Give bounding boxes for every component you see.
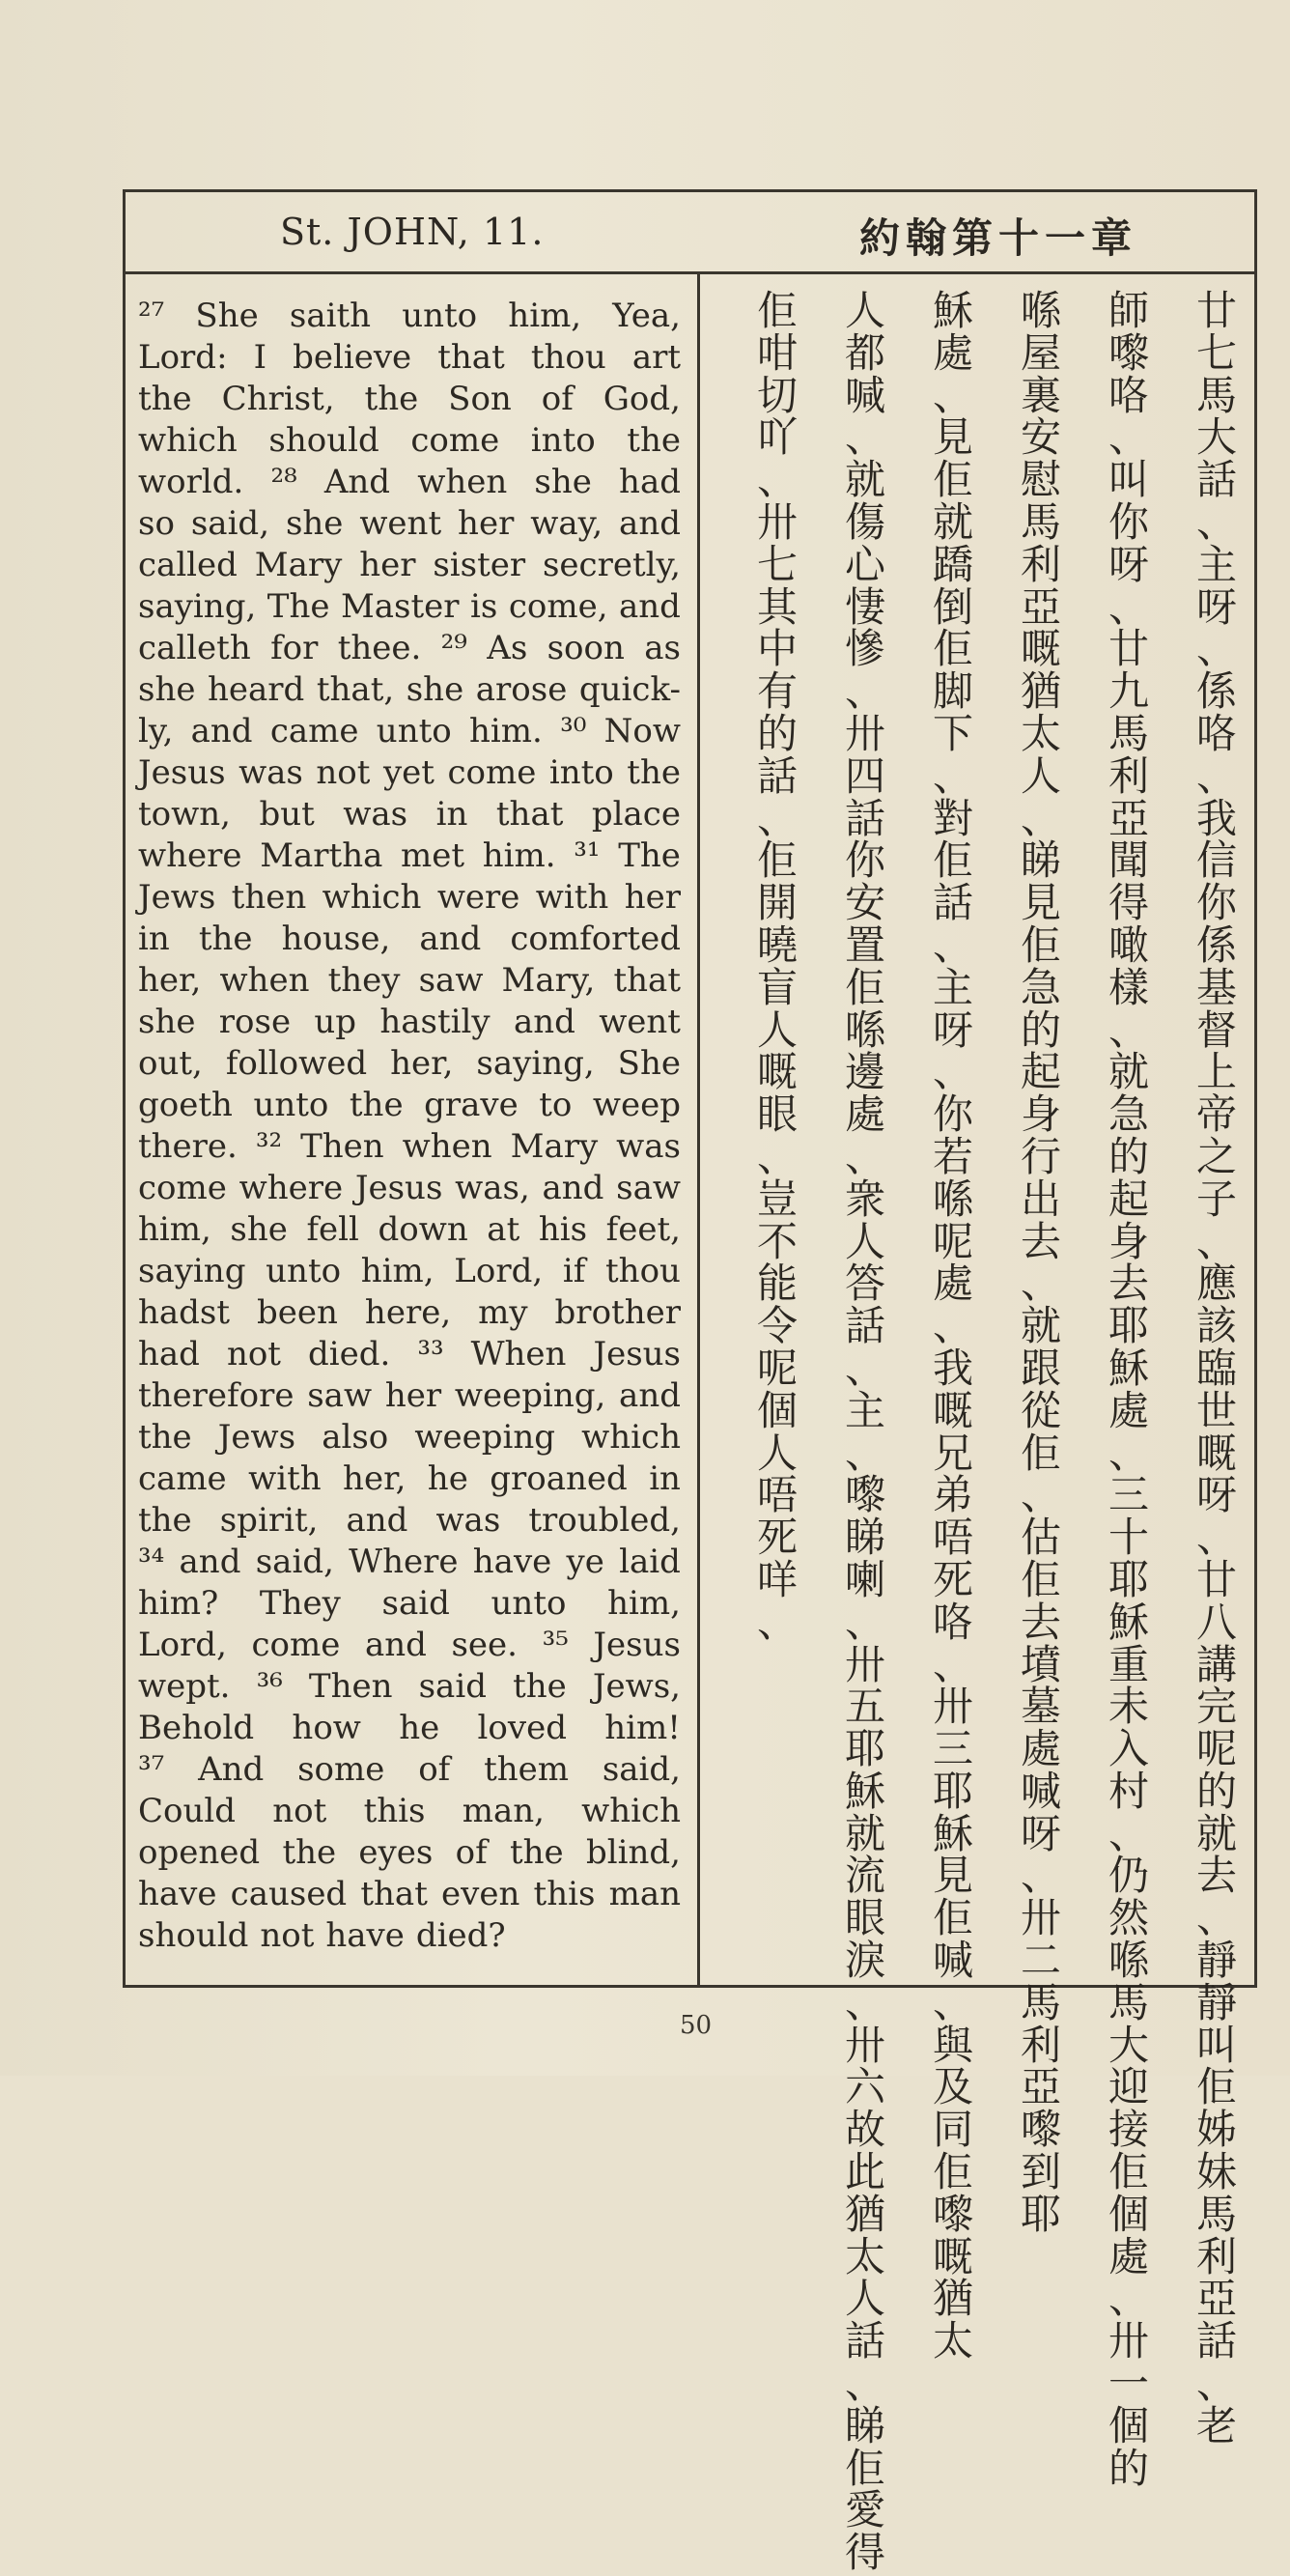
english-text-line: saying, The Master is come, and xyxy=(138,587,681,626)
english-text-line: calleth for thee. ²⁹ As soon as xyxy=(138,629,681,667)
header-title-english: St. JOHN, 11. xyxy=(280,211,545,253)
english-text-line: Behold how he loved him! xyxy=(138,1709,681,1747)
english-text-line: town, but was in that place xyxy=(138,795,681,834)
header-title-chinese: 約翰第十一章 xyxy=(859,214,1138,262)
english-text-line: had not died. ³³ When Jesus xyxy=(138,1335,681,1373)
english-text-line: in the house, and comforted xyxy=(138,920,681,958)
chinese-text-column-line: 師 嚟 咯 、 叫 你 呀 、 廿 九 馬 利 亞 聞 得 噉 樣 、 就 急 的 起 身 去 耶 穌 處 、 三 十 耶 穌 重 未 入 村 、 仍 然 喺 馬 大 迎 接 佢 個 處 、 卅 一 個 的 xyxy=(1108,287,1149,2492)
english-text-line: Jesus was not yet come into the xyxy=(138,753,681,792)
english-text-line: ³⁴ and said, Where have ye laid xyxy=(138,1543,681,1581)
english-text-line: which should come into the xyxy=(138,421,681,460)
english-text-line: goeth unto the grave to weep xyxy=(138,1086,681,1124)
english-text-line: have caused that even this man xyxy=(138,1875,681,1913)
english-text-line: hadst been here, my brother xyxy=(138,1293,681,1332)
english-text-line: out, followed her, saying, She xyxy=(138,1044,681,1083)
chinese-text-column-line: 人 都 喊 、 就 傷 心 悽 慘 、 卅 四 話 你 安 置 佢 喺 邊 處 、 衆 人 答 話 、 主 、 嚟 睇 喇 、 卅 五 耶 穌 就 流 眼 淚 、 卅 六 故 此 猶 太 人 話 、 睇 佢 愛 得 xyxy=(844,287,885,2576)
english-text-line: her, when they saw Mary, that xyxy=(138,961,681,1000)
english-text-line: the Jews also weeping which xyxy=(138,1418,681,1457)
english-text-line: called Mary her sister secretly, xyxy=(138,546,681,584)
english-text-line: the spirit, and was troubled, xyxy=(138,1501,681,1540)
english-text-line: there. ³² Then when Mary was xyxy=(138,1127,681,1166)
english-text-line: should not have died? xyxy=(138,1916,506,1955)
english-text-line: therefore saw her weeping, and xyxy=(138,1376,681,1415)
english-text-line: Jews then which were with her xyxy=(138,878,681,917)
english-text-line: Could not this man, which xyxy=(138,1792,681,1830)
english-text-line: came with her, he groaned in xyxy=(138,1459,681,1498)
chinese-text-column-line: 喺 屋 裏 安 慰 馬 利 亞 嘅 猶 太 人 、 睇 見 佢 急 的 起 身 行 出 去 、 就 跟 從 佢 、 估 佢 去 墳 墓 處 喊 呀 、 卅 二 馬 利 亞 嚟 到 耶 xyxy=(1020,287,1061,2238)
english-text-line: Lord, come and see. ³⁵ Jesus xyxy=(138,1626,681,1664)
chinese-text-column-line: 廿 七 馬 大 話 、 主 呀 、 係 咯 、 我 信 你 係 基 督 上 帝 之 子 、 應 該 臨 世 嘅 呀 、 廿 八 講 完 呢 的 就 去 、 靜 靜 叫 佢 姊 妹 馬 利 亞 話 、 老 xyxy=(1195,287,1237,2449)
english-text-line: him, she fell down at his feet, xyxy=(138,1210,681,1249)
english-text-line: Lord: I believe that thou art xyxy=(138,338,681,377)
english-text-line: ly, and came unto him. ³⁰ Now xyxy=(138,712,681,750)
english-text-line: ³⁷ And some of them said, xyxy=(138,1750,681,1789)
english-text-line: where Martha met him. ³¹ The xyxy=(138,836,681,875)
english-text-line: she heard that, she arose quick- xyxy=(138,670,681,709)
english-text-line: saying unto him, Lord, if thou xyxy=(138,1252,681,1290)
chinese-text-column-line: 佢 咁 切 吖 、 卅 七 其 中 有 的 話 、 佢 開 曉 盲 人 嘅 眼 、 豈 不 能 令 呢 個 人 唔 死 咩 、 xyxy=(756,287,798,1646)
english-text-line: wept. ³⁶ Then said the Jews, xyxy=(138,1667,681,1706)
english-text-line: the Christ, the Son of God, xyxy=(138,380,681,418)
chinese-text-column xyxy=(715,287,1246,2576)
english-text-line: come where Jesus was, and saw xyxy=(138,1169,681,1207)
english-text-line: opened the eyes of the blind, xyxy=(138,1833,681,1872)
english-text-line: ²⁷ She saith unto him, Yea, xyxy=(138,297,681,335)
chinese-text-column-line: 穌 處 、 見 佢 就 蹻 倒 佢 脚 下 、 對 佢 話 、 主 呀 、 你 若 喺 呢 處 、 我 嘅 兄 弟 唔 死 咯 、 卅 三 耶 穌 見 佢 喊 、 與 及 同 佢 嚟 嘅 猶 太 xyxy=(932,287,973,2365)
english-text-line: him? They said unto him, xyxy=(138,1584,681,1623)
english-text-line: she rose up hastily and went xyxy=(138,1003,681,1041)
english-text-line: world. ²⁸ And when she had xyxy=(138,463,681,501)
page-number: 50 xyxy=(680,2011,713,2040)
column-divider xyxy=(697,274,700,1988)
english-text-line: so said, she went her way, and xyxy=(138,504,681,543)
english-text-column xyxy=(138,296,681,1957)
